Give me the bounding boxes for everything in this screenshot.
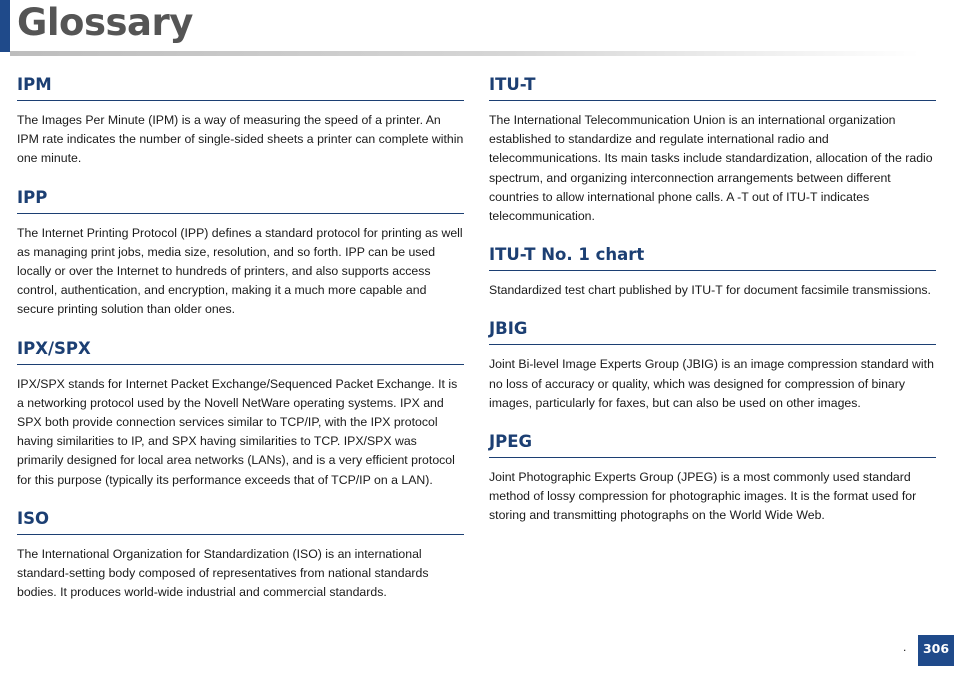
title-accent-bar (0, 0, 10, 52)
glossary-definition: The International Telecommunication Union is an international organization established to standardize and regulate international radio and telecommunications. Its main tasks include standardization, allocation of the radio spectrum, and organizing interconnection arrangements between different countries to allow international phone calls. A -T out of ITU-T indicates telecommunication. (489, 113, 933, 224)
glossary-definition: The Internet Printing Protocol (IPP) defines a standard protocol for printing as well as managing print jobs, media size, resolution, and so forth. IPP can be used locally or over the Internet to hundreds of printers, and also supports access control, authentication, and encryption, making it a much more capable and secure printing solution than older ones. (17, 225, 463, 317)
glossary-term: IPP (17, 187, 464, 214)
title-divider (10, 51, 920, 56)
glossary-entry-jbig (489, 318, 936, 413)
glossary-definition: The International Organization for Standardization (ISO) is an international standard-setting body composed of representatives from national standards bodies. It produces world-wide industrial and commercial standards. (17, 546, 429, 600)
glossary-entry-ipx-spx (17, 338, 464, 490)
glossary-entry-itu-t (489, 74, 936, 226)
glossary-entry-iso (17, 508, 464, 603)
glossary-entry-ipm (17, 74, 464, 169)
glossary-term: ITU-T No. 1 chart (489, 244, 936, 271)
glossary-entry-itu-t-no1-chart (489, 244, 936, 300)
glossary-term: ITU-T (489, 74, 936, 101)
glossary-definition: The Images Per Minute (IPM) is a way of measuring the speed of a printer. An IPM rate indicates the number of single-sided sheets a printer can complete within one minute. (17, 113, 464, 166)
glossary-definition: IPX/SPX stands for Internet Packet Exchange/Sequenced Packet Exchange. It is a networking protocol used by the Novell NetWare operating systems. IPX and SPX both provide connection services similar to TCP/IP, with the IPX protocol having similarities to IP, and SPX having similarities to TCP. IPX/SPX was primarily designed for local area networks (LANs), and is a very efficient protocol for this purpose (typically its performance exceeds that of TCP/IP on a LAN). (17, 376, 458, 487)
glossary-entry-jpeg (489, 431, 936, 526)
glossary-definition: Standardized test chart published by ITU-T for document facsimile transmissions. (489, 283, 931, 298)
glossary-term: IPX/SPX (17, 338, 464, 365)
glossary-term: JPEG (489, 431, 936, 458)
glossary-term: IPM (17, 74, 464, 101)
glossary-column-left (17, 74, 464, 620)
page-number-badge: 306 (918, 635, 954, 666)
page-title: Glossary (17, 1, 193, 44)
glossary-entry-ipp (17, 187, 464, 320)
glossary-column-right (489, 74, 936, 544)
footer-dot: . (903, 640, 907, 654)
glossary-definition: Joint Bi-level Image Experts Group (JBIG) is an image compression standard with no loss of accuracy or quality, which was designed for compression of binary images, particularly for faxes, but can also be used on other images. (489, 357, 934, 410)
glossary-term: ISO (17, 508, 464, 535)
glossary-term: JBIG (489, 318, 936, 345)
glossary-definition: Joint Photographic Experts Group (JPEG) is a most commonly used standard method of lossy compression for photographic images. It is the format used for storing and transmitting photographs on the World Wide Web. (489, 470, 917, 523)
